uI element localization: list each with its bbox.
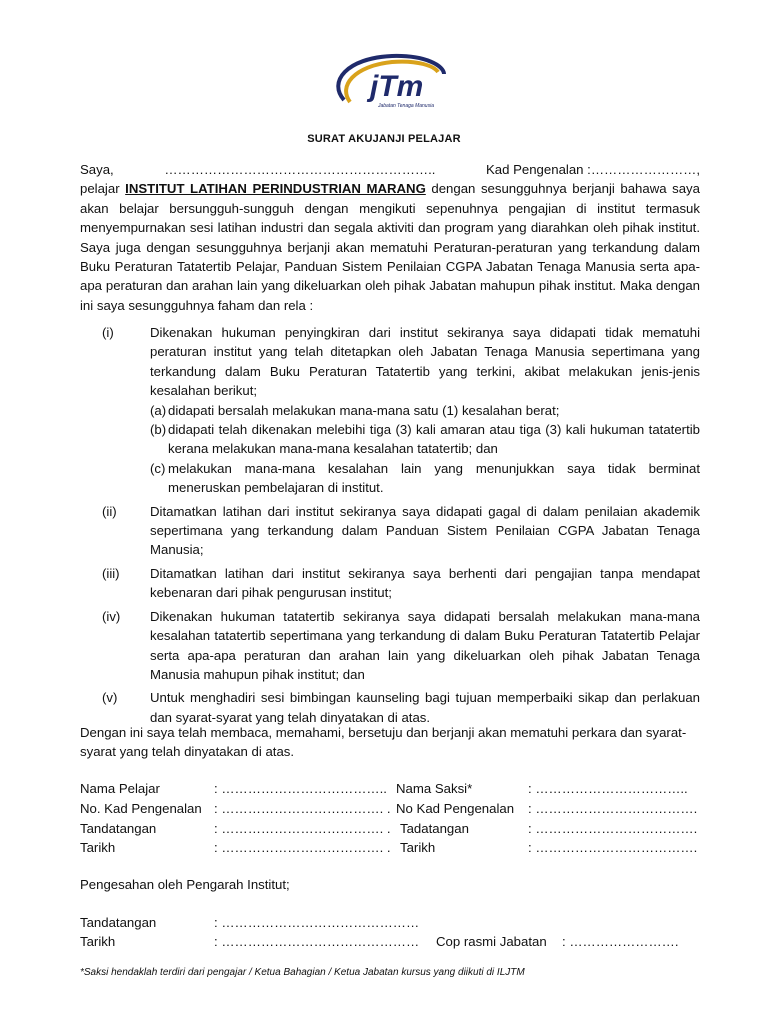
sub-item: [150, 459, 700, 498]
list-item: [80, 323, 700, 498]
tarikh-saksi-field: : ……………………………….: [528, 840, 698, 855]
item-number: (iv): [102, 608, 121, 624]
sub-letter: (a): [150, 402, 167, 418]
nama-pelajar-label: Nama Pelajar: [80, 781, 160, 796]
institute-name: INSTITUT LATIHAN PERINDUSTRIAN MARANG: [125, 181, 426, 197]
sub-item: [150, 420, 700, 459]
tarikh-pelajar-label: Tarikh: [80, 840, 116, 855]
sub-letter: (b): [150, 422, 167, 438]
sub-letter: (c): [150, 460, 166, 476]
kp-saksi-label: No Kad Pengenalan: [396, 801, 515, 816]
intro-paragraph: [80, 160, 700, 315]
cop-rasmi-field: : …………………….: [562, 934, 679, 949]
nama-saksi-field: : ……………………………..: [528, 781, 688, 796]
saya-label: Saya,: [80, 162, 114, 177]
kad-pengenalan: Kad Pengenalan :……………………,: [485, 162, 700, 177]
closing-paragraph: Dengan ini saya telah membaca, memahami, bersetuju dan berjanji akan mematuhi perkara dan syarat-syarat yang telah dinyatakan di atas.: [80, 725, 687, 760]
confirmation-heading: Pengesahan oleh Pengarah Institut;: [80, 877, 290, 892]
list-item: [80, 688, 700, 727]
sub-text: didapati bersalah melakukan mana-mana satu (1) kesalahan berat;: [168, 402, 560, 418]
nama-pelajar-field: : ………………………………..: [214, 781, 387, 796]
item-text: Untuk menghadiri sesi bimbingan kaunseling bagi tujuan memperbaiki sikap dan perlakuan dan syarat-syarat yang telah dinyatakan di atas.: [150, 690, 700, 725]
jtm-logo: [326, 52, 456, 112]
tarikh-saksi-label: Tarikh: [400, 840, 436, 855]
tandatangan-pengarah-field: : ………………………………………: [214, 915, 420, 930]
item-number: (i): [102, 325, 114, 340]
nama-saksi-label: Nama Saksi*: [396, 781, 473, 796]
intro-body: dengan sesungguhnya berjanji bahawa saya akan belajar bersungguh-sungguh dengan mengikuti sepenuhnya pengajian di institut termasuk menyempurnakan sesi latihan industri dan segala aktiviti dan program yang diarahkan oleh pihak institut. Saya juga dengan sesungguhnya berjanji akan mematuhi Peraturan-peraturan yang terkandung dalam Buku Peraturan Tatatertib Pelajar, Panduan Sistem Penilaian CGPA Jabatan Tenaga Manusia serta apa-apa peraturan dan arahan lain yang dikeluarkan oleh pihak Jabatan mahupun pihak institut. Maka dengan ini saya sesungguhnya faham dan rela :: [80, 181, 700, 313]
kp-pelajar-label: No. Kad Pengenalan: [80, 801, 202, 816]
tarikh-pelajar-field: : ………………………………. .: [214, 840, 391, 855]
item-text: Ditamatkan latihan dari institut sekiranya saya berhenti dari pengajian tanpa mendapat kebenaran dari pihak pengurusan institut;: [150, 565, 700, 601]
sub-item: [150, 401, 700, 420]
pelajar-label: pelajar: [80, 181, 120, 197]
document-title: SURAT AKUJANJI PELAJAR: [307, 133, 461, 145]
tarikh-pengarah-label: Tarikh: [80, 934, 116, 949]
kp-pelajar-field: : ………………………………. .: [214, 801, 391, 816]
list-item: [80, 564, 700, 603]
sub-text: melakukan mana-mana kesalahan lain yang menunjukkan saya tidak berminat meneruskan pembelajaran di institut.: [168, 460, 700, 496]
kp-saksi-field: : ……………………………….: [528, 801, 698, 816]
list-item: [80, 502, 700, 560]
saya-dots: ……………………………………………………..: [164, 162, 436, 177]
item-text: Ditamatkan latihan dari institut sekiranya saya didapati gagal di dalam penilaian akademik sepertimana yang terkandung dalam Panduan Sistem Penilaian CGPA Jabatan Tenaga Manusia;: [150, 503, 700, 558]
item-text: Dikenakan hukuman penyingkiran dari institut sekiranya saya didapati tidak mematuhi peraturan institut yang telah ditetapkan oleh Jabatan Tenaga Manusia sepertimana yang terkandung dalam Buku Peraturan Tatatertib yang terkini, akibat melakukan jenis-jenis kesalahan berikut;: [150, 325, 700, 399]
tarikh-pengarah-field: : ………………………………………: [214, 934, 420, 949]
item-number: (iii): [102, 565, 120, 581]
tandatangan-saksi-label: Tadatangan: [400, 821, 469, 836]
item-number: (ii): [102, 503, 117, 519]
intro-line1: [80, 160, 700, 179]
logo-tagline: Jabatan Tenaga Manusia: [378, 103, 434, 109]
item-number: (v): [102, 690, 118, 706]
list-item: [80, 607, 700, 685]
footnote: *Saksi hendaklah terdiri dari pengajar / Ketua Bahagian / Ketua Jabatan kursus yang diikuti di ILJTM: [80, 967, 525, 978]
item-text: Dikenakan hukuman tatatertib sekiranya saya didapati bersalah melakukan mana-mana kesalahan tatatertib sepertimana yang terkandung di dalam Buku Peraturan Tatatertib Pelajar serta apa-apa peraturan dan arahan lain yang dikeluarkan oleh pihak Jabatan Tenaga Manusia mahupun pihak institut; dan: [150, 608, 700, 682]
cop-rasmi-label: Cop rasmi Jabatan: [436, 934, 547, 949]
sub-text: didapati telah dikenakan melebihi tiga (3) kali amaran atau tiga (3) kali hukuman tatatertib kerana melakukan mana-mana kesalahan tatatertib; dan: [168, 422, 700, 457]
logo-wordmark: jTm: [370, 70, 424, 103]
tandatangan-saksi-field: : ……………………………….: [528, 821, 698, 836]
tandatangan-pelajar-field: : ………………………………. .: [214, 821, 391, 836]
tandatangan-pelajar-label: Tandatangan: [80, 821, 157, 836]
tandatangan-pengarah-label: Tandatangan: [80, 915, 157, 930]
terms-list: [80, 323, 700, 727]
